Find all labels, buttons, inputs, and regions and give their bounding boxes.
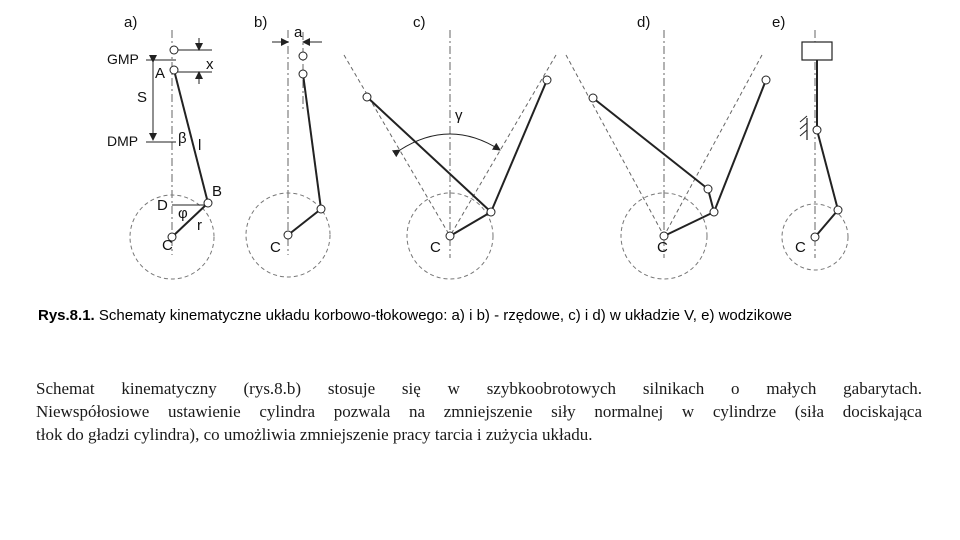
- beta-label: β: [178, 130, 187, 147]
- crank-radius-label: r: [197, 217, 202, 234]
- panel-d: [566, 14, 770, 279]
- paragraph-line-1: Schemat kinematyczny (rys.8.b) stosuje się w szybkoobrotowych silnikach o małych gabarytach.: [36, 379, 922, 398]
- stroke-label: S: [137, 89, 148, 106]
- offset-x-label: x: [206, 56, 214, 73]
- crosshead-block: [802, 42, 832, 60]
- panel-c: [344, 14, 556, 279]
- panel-b: [246, 14, 330, 277]
- phi-label: φ: [178, 205, 188, 222]
- gmp-label: GMP: [107, 51, 139, 67]
- point-c-label: C: [430, 239, 441, 256]
- point-b-label: B: [212, 183, 223, 200]
- point-a-label: A: [155, 65, 166, 82]
- dmp-label: DMP: [107, 133, 139, 149]
- figure-caption: [38, 307, 948, 324]
- paragraph-line-2: Niewspółosiowe ustawienie cylindra pozwala na zmniejszenie siły normalnej w cylindrze (siła dociskająca: [36, 402, 922, 421]
- panel-d-title: d): [637, 14, 651, 31]
- point-c-label: C: [162, 237, 173, 254]
- panel-e-title: e): [772, 14, 786, 31]
- body-paragraph: [36, 377, 922, 446]
- point-c-label: C: [795, 239, 806, 256]
- caption-number: Rys.8.1.: [38, 307, 95, 324]
- panel-b-title: b): [254, 14, 268, 31]
- panel-e: [772, 14, 848, 270]
- caption-text: Schematy kinematyczne układu korbowo-tłokowego: a) i b) - rzędowe, c) i d) w układzie V, e) wodzikowe: [94, 307, 792, 324]
- point-d-label: D: [157, 197, 168, 214]
- offset-a-label: a: [294, 24, 303, 41]
- gamma-label: γ: [455, 107, 463, 124]
- panel-a: [107, 14, 222, 279]
- point-c-label: C: [657, 239, 668, 256]
- rod-length-label: l: [198, 137, 202, 154]
- panel-a-title: a): [124, 14, 138, 31]
- paragraph-line-3: tłok do gładzi cylindra), co umożliwia zmniejszenie pracy tarcia i zużycia układu.: [36, 425, 593, 444]
- point-c-label: C: [270, 239, 281, 256]
- panel-c-title: c): [413, 14, 426, 31]
